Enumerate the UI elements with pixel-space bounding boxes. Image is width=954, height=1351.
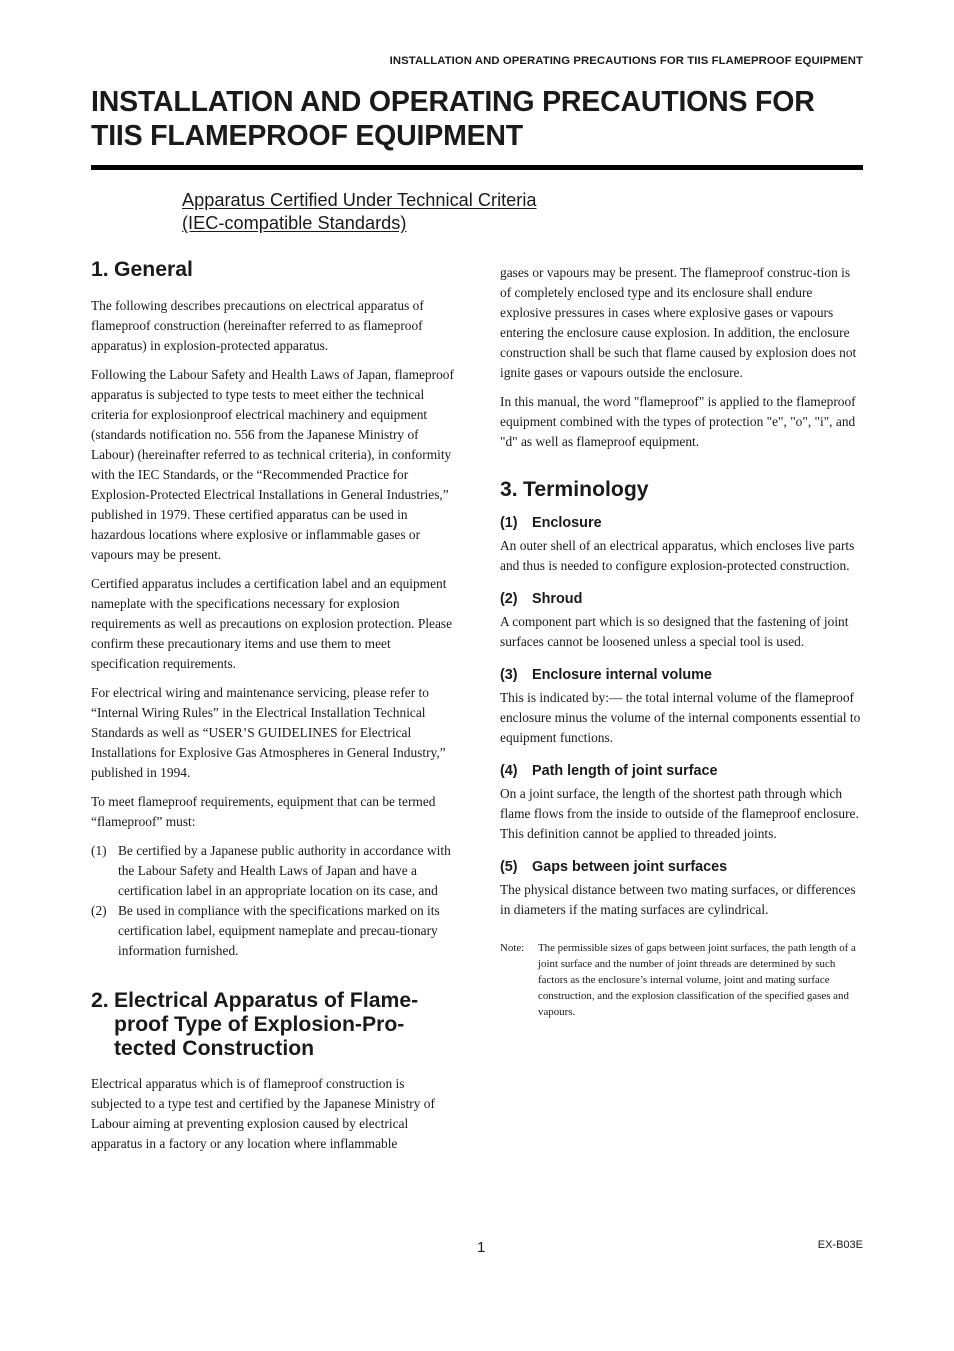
list-item-label: (2) bbox=[91, 903, 107, 918]
note bbox=[500, 940, 864, 1020]
term-heading bbox=[500, 762, 864, 781]
term-name: Enclosure internal volume bbox=[532, 667, 712, 683]
note-label: Note: bbox=[500, 942, 525, 954]
section-1-paragraph-4: For electrical wiring and maintenance servicing, please refer to “Internal Wiring Rules” in the Electrical Installation Technical Standards as well as “USER’S GUIDELINES for Electrical Installations for Explosive Gas Atmospheres in General Industry,” published in 1994. bbox=[91, 685, 446, 780]
subtitle bbox=[182, 189, 537, 235]
term-definition: This is indicated by:— the total internal volume of the flameproof enclosure minus the volume of the internal components essential to equipment functions. bbox=[500, 690, 861, 745]
section-1-paragraph-1: The following describes precautions on electrical apparatus of flameproof construction (hereinafter referred to as flameproof apparatus) in explosion-protected apparatus. bbox=[91, 298, 424, 353]
term-name: Enclosure bbox=[532, 515, 602, 531]
term-heading bbox=[500, 514, 864, 533]
list-item bbox=[91, 841, 455, 901]
section-1-paragraph-5: To meet flameproof requirements, equipment that can be termed “flameproof” must: bbox=[91, 794, 436, 829]
list-item-text: Be certified by a Japanese public authority in accordance with the Labour Safety and Health Laws of Japan and have a certification label in an appropriate location on its case, and bbox=[118, 843, 451, 898]
section-1-heading bbox=[91, 258, 455, 282]
term-heading bbox=[500, 666, 864, 685]
term-heading bbox=[500, 590, 864, 609]
section-2-title: Electrical Apparatus of Flame-proof Type of Explosion-Pro-tected Construction bbox=[114, 989, 419, 1060]
section-2-paragraph-continued: gases or vapours may be present. The flameproof construc-tion is of completely enclosed type and its enclosure shall endure explosive pressures in cases where explosive gases or vapours entering the enclosure cause explosion. In addition, the enclosure construction shall be such that flame caused by explosion does not ignite gases or vapours outside the enclosure. bbox=[500, 265, 857, 380]
document-code: EX-B03E bbox=[817, 1239, 863, 1251]
page-title bbox=[91, 85, 871, 153]
note-text: The permissible sizes of gaps between joint surfaces, the path length of a joint surface and the number of joint threads are determined by such factors as the enclosure’s internal volume, joint and mating surface construction, and the explosion classification of the specified gases and vapours. bbox=[538, 942, 856, 1018]
page-number: 1 bbox=[477, 1239, 486, 1256]
list-item-text: Be used in compliance with the specifications marked on its certification label, equipment nameplate and precau-tionary information furnished. bbox=[118, 903, 440, 958]
term-label: (5) bbox=[500, 859, 518, 875]
term-definition: A component part which is so designed that the fastening of joint surfaces cannot be loosened unless a special tool is used. bbox=[500, 614, 849, 649]
term-label: (3) bbox=[500, 667, 518, 683]
page-title-line-2: TIIS FLAMEPROOF EQUIPMENT bbox=[91, 120, 524, 152]
section-2-heading bbox=[91, 989, 455, 1061]
running-header: INSTALLATION AND OPERATING PRECAUTIONS FOR TIIS FLAMEPROOF EQUIPMENT bbox=[389, 55, 863, 67]
list-item-label: (1) bbox=[91, 843, 107, 858]
section-3-number: 3. bbox=[500, 478, 518, 501]
section-3-title: Terminology bbox=[523, 478, 649, 501]
title-rule bbox=[91, 165, 863, 170]
term-name: Gaps between joint surfaces bbox=[532, 859, 728, 875]
section-2-number: 2. bbox=[91, 989, 109, 1012]
term-label: (2) bbox=[500, 591, 518, 607]
section-3-heading bbox=[500, 478, 864, 502]
term-definition: On a joint surface, the length of the shortest path through which flame flows from the inside to outside of the flameproof enclosure. This definition cannot be applied to threaded joints. bbox=[500, 786, 859, 841]
section-1-title: General bbox=[114, 258, 193, 281]
subtitle-line-2: (IEC-compatible Standards) bbox=[182, 213, 407, 233]
term-name: Path length of joint surface bbox=[532, 763, 718, 779]
requirements-list bbox=[91, 841, 455, 961]
section-1-paragraph-3: Certified apparatus includes a certification label and an equipment nameplate with the specifications necessary for explosion requirements as well as precautions on explosion protection. Please confirm these precautionary items and use them to meet specification requirements. bbox=[91, 576, 453, 671]
term-label: (4) bbox=[500, 763, 518, 779]
term-label: (1) bbox=[500, 515, 518, 531]
page-title-line-1: INSTALLATION AND OPERATING PRECAUTIONS FOR bbox=[91, 86, 815, 118]
list-item bbox=[91, 901, 455, 961]
section-1-paragraph-2: Following the Labour Safety and Health Laws of Japan, flameproof apparatus is subjected to type tests to meet either the technical criteria for explosionproof electrical machinery and equipment (standards notification no. 556 from the Japanese Ministry of Labour) (hereinafter referred to as technical criteria), in conformity with the IEC Standards, or the “Recommended Practice for Explosion-Protected Electrical Installations in General Industries,” published in 1979. These certified apparatus can be used in hazardous locations where explosive or inflammable gases or vapours may be present. bbox=[91, 367, 454, 562]
section-2-paragraph-2: In this manual, the word "flameproof" is applied to the flameproof equipment combined with the types of protection "e", "o", "i", and "d" as well as flameproof equipment. bbox=[500, 394, 856, 449]
subtitle-line-1: Apparatus Certified Under Technical Criteria bbox=[182, 190, 537, 210]
term-definition: The physical distance between two mating surfaces, or differences in diameters if the mating surfaces are cylindrical. bbox=[500, 882, 856, 917]
term-definition: An outer shell of an electrical apparatus, which encloses live parts and thus is needed to configure explosion-protected construction. bbox=[500, 538, 855, 573]
section-1-number: 1. bbox=[91, 258, 109, 281]
left-column bbox=[91, 258, 455, 1154]
term-heading bbox=[500, 858, 864, 877]
section-2-paragraph-start: Electrical apparatus which is of flameproof construction is subjected to a type test and certified by the Japanese Ministry of Labour aiming at preventing explosion caused by electrical apparatus in a factory or any location where inflammable bbox=[91, 1076, 435, 1151]
term-name: Shroud bbox=[532, 591, 583, 607]
right-column bbox=[500, 263, 864, 1020]
